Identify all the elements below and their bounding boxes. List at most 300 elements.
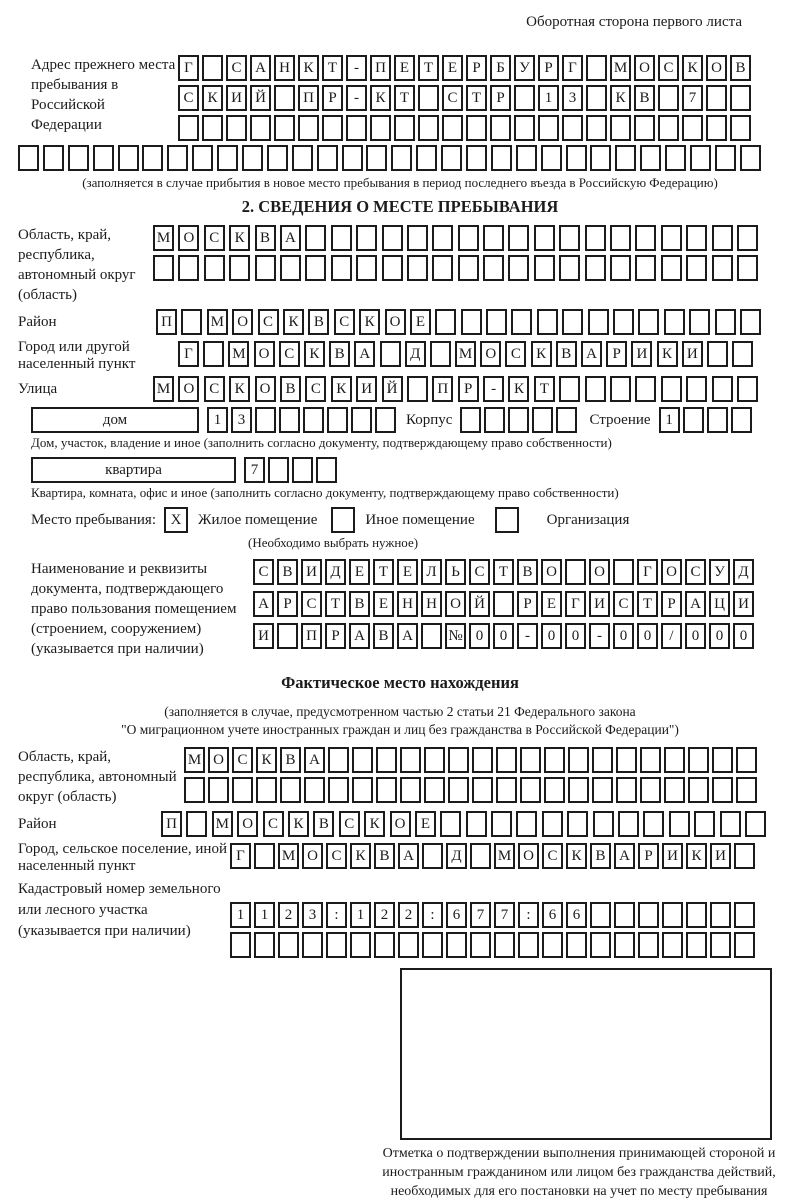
char-box [737, 255, 758, 281]
char-box: С [279, 341, 300, 367]
stay-place-note: (Необходимо выбрать нужное) [248, 535, 419, 550]
cadastral-grid [230, 902, 755, 958]
char-box [68, 145, 89, 171]
char-box [391, 145, 412, 171]
char-box: С [204, 376, 225, 402]
char-box [382, 225, 403, 251]
char-box: О [706, 55, 727, 81]
char-box [280, 777, 301, 803]
char-box [483, 255, 504, 281]
char-box: Р [517, 591, 538, 617]
char-box [586, 55, 607, 81]
char-box [491, 811, 512, 837]
city-label: Город или другой населенный пункт [18, 339, 136, 372]
char-box: К [566, 843, 587, 869]
char-box [690, 145, 711, 171]
char-box [710, 932, 731, 958]
char-box: К [283, 309, 304, 335]
char-box: К [686, 843, 707, 869]
korpus-label: Корпус [406, 412, 453, 428]
char-box: Р [606, 341, 627, 367]
char-box [204, 255, 225, 281]
char-box: Е [415, 811, 436, 837]
char-box: Д [325, 559, 346, 585]
district-label: Район [18, 314, 57, 330]
char-box [470, 932, 491, 958]
char-box [305, 225, 326, 251]
stay-place-block [31, 507, 782, 533]
char-box: Т [325, 591, 346, 617]
option-residential-label: Жилое помещение [198, 512, 318, 528]
document-row-3 [253, 623, 754, 649]
char-box [448, 747, 469, 773]
char-box [615, 145, 636, 171]
char-box [542, 932, 563, 958]
char-box [278, 932, 299, 958]
char-box [508, 255, 529, 281]
char-box: 7 [494, 902, 515, 928]
char-box [707, 341, 728, 367]
char-box [634, 115, 655, 141]
char-box: Р [322, 85, 343, 111]
char-box: К [256, 747, 277, 773]
char-box [331, 255, 352, 281]
char-box [514, 115, 535, 141]
char-box [541, 145, 562, 171]
char-box: Е [410, 309, 431, 335]
char-box [520, 777, 541, 803]
char-box: 1 [538, 85, 559, 111]
char-box: И [733, 591, 754, 617]
street-label: Улица [18, 381, 58, 397]
char-box [458, 255, 479, 281]
char-box [635, 376, 656, 402]
char-box [635, 255, 656, 281]
char-box [178, 255, 199, 281]
char-box [518, 932, 539, 958]
char-box [400, 747, 421, 773]
char-box: - [589, 623, 610, 649]
option-organization-label: Организация [546, 512, 630, 528]
region-block [18, 225, 782, 305]
char-box: Г [637, 559, 658, 585]
char-box [178, 115, 199, 141]
char-box [664, 747, 685, 773]
char-box: К [682, 55, 703, 81]
char-box: В [374, 843, 395, 869]
street-row [153, 376, 758, 402]
char-box: Н [274, 55, 295, 81]
char-box: 0 [685, 623, 706, 649]
char-box [490, 115, 511, 141]
char-box: Т [373, 559, 394, 585]
char-box [534, 225, 555, 251]
char-box: С [305, 376, 326, 402]
char-box [610, 376, 631, 402]
house-note: Дом, участок, владение и иное (заполнить согласно документу, подтверждающему право собственности) [31, 435, 612, 450]
char-box [730, 115, 751, 141]
char-box [496, 777, 517, 803]
char-box [556, 407, 577, 433]
char-box: 0 [565, 623, 586, 649]
char-box [254, 843, 275, 869]
char-box: П [298, 85, 319, 111]
char-box [562, 115, 583, 141]
char-box: О [178, 376, 199, 402]
char-box [18, 145, 39, 171]
char-box: М [278, 843, 299, 869]
char-box [688, 747, 709, 773]
char-box [590, 145, 611, 171]
char-box [734, 902, 755, 928]
char-box [734, 843, 755, 869]
header-note: Оборотная сторона первого листа [526, 14, 742, 30]
char-box [565, 559, 586, 585]
char-box: В [517, 559, 538, 585]
prev-address-note: (заполняется в случае прибытия в новое место пребывания в период последнего въезда в Российскую Федерацию) [82, 175, 718, 190]
char-box: 3 [562, 85, 583, 111]
char-box [720, 811, 741, 837]
char-box: С [204, 225, 225, 251]
korpus-row [460, 407, 577, 433]
char-box [181, 309, 202, 335]
char-box [643, 811, 664, 837]
char-box: Р [490, 85, 511, 111]
char-box: Р [638, 843, 659, 869]
char-box: К [298, 55, 319, 81]
char-box [470, 843, 491, 869]
char-box [472, 777, 493, 803]
char-box [736, 777, 757, 803]
char-box [661, 225, 682, 251]
char-box: А [614, 843, 635, 869]
char-box: 2 [278, 902, 299, 928]
char-box [424, 777, 445, 803]
char-box [217, 145, 238, 171]
apartment-number-row [244, 457, 337, 483]
char-box [616, 747, 637, 773]
char-box [669, 811, 690, 837]
char-box [446, 932, 467, 958]
char-box: К [370, 85, 391, 111]
char-box [614, 932, 635, 958]
region-row-2 [153, 255, 758, 281]
char-box: Ц [709, 591, 730, 617]
char-box [538, 115, 559, 141]
fact-region-block [18, 747, 782, 807]
char-box [707, 407, 728, 433]
char-box [255, 407, 276, 433]
char-box: : [422, 902, 443, 928]
char-box [256, 777, 277, 803]
char-box [740, 309, 761, 335]
char-box: С [334, 309, 355, 335]
char-box [593, 811, 614, 837]
char-box [460, 407, 481, 433]
char-box: Е [349, 559, 370, 585]
char-box [435, 309, 456, 335]
prev-address-row-1 [178, 55, 751, 81]
char-box [255, 255, 276, 281]
char-box [586, 115, 607, 141]
fact-region-label: Область, край, республика, автономный округ (область) [18, 749, 177, 805]
char-box: 0 [469, 623, 490, 649]
char-box [422, 932, 443, 958]
char-box: К [610, 85, 631, 111]
char-box [706, 115, 727, 141]
char-box: 0 [493, 623, 514, 649]
char-box [683, 407, 704, 433]
char-box [712, 777, 733, 803]
actual-location-title: Фактическое место нахождения [281, 673, 519, 692]
char-box [532, 407, 553, 433]
char-box [153, 255, 174, 281]
char-box [229, 255, 250, 281]
char-box [694, 811, 715, 837]
char-box: Р [538, 55, 559, 81]
char-box: Е [397, 559, 418, 585]
document-row-2 [253, 591, 754, 617]
char-box: Г [562, 55, 583, 81]
char-box [610, 115, 631, 141]
char-box: А [304, 747, 325, 773]
char-box [303, 407, 324, 433]
char-box: А [397, 623, 418, 649]
char-box: М [455, 341, 476, 367]
char-box: У [514, 55, 535, 81]
char-box: Е [373, 591, 394, 617]
char-box: 0 [637, 623, 658, 649]
char-box: Т [418, 55, 439, 81]
char-box: Е [442, 55, 463, 81]
char-box: И [589, 591, 610, 617]
char-box [486, 309, 507, 335]
char-box [352, 747, 373, 773]
document-block [18, 559, 782, 659]
char-box [590, 902, 611, 928]
char-box [394, 115, 415, 141]
char-box [472, 747, 493, 773]
char-box [734, 932, 755, 958]
char-box [585, 255, 606, 281]
char-box: 6 [566, 902, 587, 928]
char-box: О [208, 747, 229, 773]
char-box: Н [421, 591, 442, 617]
char-box [618, 811, 639, 837]
char-box [736, 747, 757, 773]
char-box: А [280, 225, 301, 251]
char-box: Т [637, 591, 658, 617]
char-box [592, 777, 613, 803]
option-other-premises-label: Иное помещение [365, 512, 475, 528]
char-box [267, 145, 288, 171]
char-box: 6 [446, 902, 467, 928]
char-box [544, 747, 565, 773]
char-box [588, 309, 609, 335]
char-box [496, 747, 517, 773]
char-box [202, 55, 223, 81]
char-box [616, 777, 637, 803]
char-box [366, 145, 387, 171]
char-box: С [226, 55, 247, 81]
char-box: 1 [230, 902, 251, 928]
char-box [43, 145, 64, 171]
char-box: О [390, 811, 411, 837]
char-box [566, 145, 587, 171]
char-box: М [184, 747, 205, 773]
char-box: С [685, 559, 706, 585]
char-box: А [581, 341, 602, 367]
char-box [302, 932, 323, 958]
char-box: 2 [374, 902, 395, 928]
char-box: У [709, 559, 730, 585]
char-box [232, 777, 253, 803]
char-box: 0 [709, 623, 730, 649]
char-box [592, 747, 613, 773]
char-box: - [483, 376, 504, 402]
char-box: А [349, 623, 370, 649]
char-box [568, 747, 589, 773]
char-box: А [398, 843, 419, 869]
region-row-1 [153, 225, 758, 251]
char-box: В [277, 559, 298, 585]
char-box [494, 932, 515, 958]
char-box: О [254, 341, 275, 367]
char-box: Р [466, 55, 487, 81]
char-box: О [385, 309, 406, 335]
char-box [511, 309, 532, 335]
char-box [662, 902, 683, 928]
char-box [292, 457, 313, 483]
char-box: Г [230, 843, 251, 869]
char-box: О [178, 225, 199, 251]
char-box [491, 145, 512, 171]
char-box [327, 407, 348, 433]
char-box: О [445, 591, 466, 617]
char-box: С [301, 591, 322, 617]
char-box: И [631, 341, 652, 367]
char-box [370, 115, 391, 141]
char-box: В [349, 591, 370, 617]
char-box [567, 811, 588, 837]
char-box [559, 255, 580, 281]
char-box [740, 145, 761, 171]
char-box: М [610, 55, 631, 81]
char-box: Е [394, 55, 415, 81]
char-box [484, 407, 505, 433]
char-box: С [505, 341, 526, 367]
checkbox-residential: X [164, 507, 188, 533]
apartment-note: Квартира, комната, офис и иное (заполнить согласно документу, подтверждающему право собственности) [31, 485, 619, 500]
prev-address-block [18, 55, 782, 141]
document-label: Наименование и реквизиты документа, подтверждающего право пользования помещением (строением, сооружением) (указывается при наличии) [31, 561, 237, 657]
char-box: 7 [244, 457, 265, 483]
char-box [416, 145, 437, 171]
char-box: С [258, 309, 279, 335]
char-box [418, 115, 439, 141]
char-box: С [326, 843, 347, 869]
char-box: Т [493, 559, 514, 585]
char-box [380, 341, 401, 367]
char-box: О [255, 376, 276, 402]
char-box: П [370, 55, 391, 81]
char-box [686, 255, 707, 281]
char-box: С [232, 747, 253, 773]
char-box [638, 932, 659, 958]
char-box [537, 309, 558, 335]
char-box [331, 225, 352, 251]
char-box: И [710, 843, 731, 869]
char-box [466, 145, 487, 171]
char-box: М [228, 341, 249, 367]
stroenie-row [659, 407, 752, 433]
char-box: 1 [350, 902, 371, 928]
char-box [516, 145, 537, 171]
actual-location-note-2: "О миграционном учете иностранных граждан и лиц без гражданства в Российской Федерации") [121, 722, 679, 737]
char-box [186, 811, 207, 837]
char-box: О [518, 843, 539, 869]
char-box [585, 225, 606, 251]
char-box [613, 309, 634, 335]
char-box [430, 341, 451, 367]
char-box [292, 145, 313, 171]
char-box [534, 255, 555, 281]
fact-region-row-1 [184, 747, 757, 773]
char-box: А [354, 341, 375, 367]
char-box [351, 407, 372, 433]
char-box: В [373, 623, 394, 649]
char-box [424, 747, 445, 773]
char-box [640, 145, 661, 171]
char-box [442, 115, 463, 141]
char-box [658, 115, 679, 141]
char-box [118, 145, 139, 171]
char-box [184, 777, 205, 803]
char-box: - [346, 55, 367, 81]
char-box: П [432, 376, 453, 402]
char-box: П [156, 309, 177, 335]
char-box [93, 145, 114, 171]
char-box: К [364, 811, 385, 837]
char-box: К [229, 225, 250, 251]
document-grid [253, 559, 754, 649]
char-box [432, 255, 453, 281]
char-box: Д [446, 843, 467, 869]
char-box [559, 225, 580, 251]
house-type-box: дом [31, 407, 199, 433]
section2-title: 2. СВЕДЕНИЯ О МЕСТЕ ПРЕБЫВАНИЯ [241, 197, 559, 216]
char-box: С [658, 55, 679, 81]
char-box: О [232, 309, 253, 335]
char-box [382, 255, 403, 281]
cadastral-row-2 [230, 932, 755, 958]
char-box [274, 115, 295, 141]
char-box [466, 811, 487, 837]
char-box [167, 145, 188, 171]
char-box: П [301, 623, 322, 649]
char-box: О [480, 341, 501, 367]
char-box [712, 225, 733, 251]
char-box [610, 225, 631, 251]
char-box: И [301, 559, 322, 585]
house-number-row [207, 407, 396, 433]
char-box: Г [178, 341, 199, 367]
char-box: К [359, 309, 380, 335]
char-box [356, 225, 377, 251]
char-box: И [682, 341, 703, 367]
char-box: К [331, 376, 352, 402]
char-box: К [531, 341, 552, 367]
